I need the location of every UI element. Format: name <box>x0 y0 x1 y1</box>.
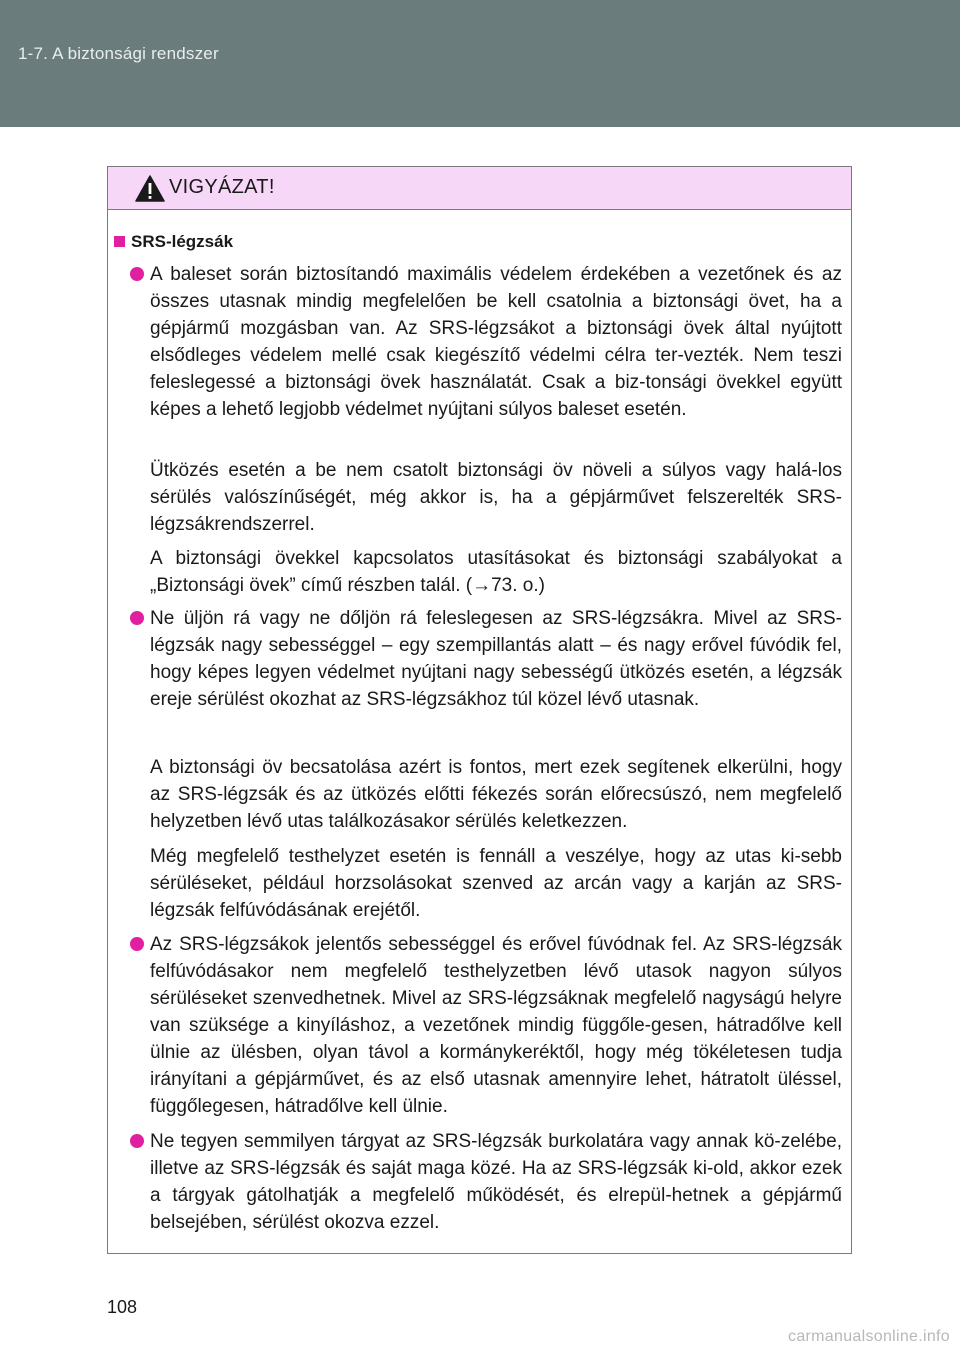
paragraph: Az SRS-légzsákok jelentős sebességgel és erővel fúvódnak fel. Az SRS-légzsák felfúvódásakor nem megfelelő testhelyzetben lévő utasok nagyon súlyos sérüléseket szenvedhetnek. Mivel az SRS-légzsáknak megfelelő nagyságú helyre van szüksége a kinyíláshoz, a vezetőnek mindig függőle-gesen, hátradőlve kell ülnie az ülésben, olyan távol a kormánykeréktől, hogy még tökéletesen tudja irányítani a gépjárművet, és az első utasnak amennyire lehet, hátratolt üléssel, függőlegesen, hátradőlve kell ülnie. <box>150 934 842 1117</box>
paragraph: Ütközés esetén a be nem csatolt biztonsági öv növeli a súlyos vagy halá-los sérülés valószínűségét, még akkor is, ha a gépjárművet felszerelték SRS-légzsákrendszerrel. <box>150 460 842 535</box>
circle-bullet-icon <box>130 1128 148 1146</box>
square-bullet-icon <box>114 236 125 247</box>
paragraph: Ne üljön rá vagy ne dőljön rá feleslegesen az SRS-légzsákra. Mivel az SRS-légzsák nagy sebességgel – egy szempillantás alatt – és nagy erővel fúvódik fel, hogy képes legyen védelmet nyújtani nagy sebességű ütközés esetén, a légzsák ereje sérülést okozhat az SRS-légzsákhoz túl közel lévő utasnak. <box>150 608 842 710</box>
page-header <box>0 0 960 127</box>
section-heading <box>114 232 233 252</box>
warning-title: VIGYÁZAT! <box>169 176 275 198</box>
warning-triangle-icon <box>135 175 165 202</box>
warning-header <box>108 167 851 210</box>
circle-bullet-icon <box>130 261 148 279</box>
paragraph: Ne tegyen semmilyen tárgyat az SRS-légzsák burkolatára vagy annak kö-zelébe, illetve az SRS-légzsák és saját maga közé. Ha az SRS-légzsák ki-old, akkor ezek a tárgyak gátolhatják a megfelelő működését, és elrepül-hetnek a gépjármű belsejében, sérülést okozva ezzel. <box>150 1131 842 1233</box>
paragraph: A biztonsági öv becsatolása azért is fontos, mert ezek segítenek elkerülni, hogy az SRS-légzsák és az ütközés előtti fékezés során előrecsúszó, nem megfelelő helyzetben lévő utas találkozásakor sérülés keletkezzen. <box>150 757 842 832</box>
page-number: 108 <box>107 1297 138 1317</box>
circle-bullet-icon <box>130 931 148 949</box>
watermark: carmanualsonline.info <box>788 1328 950 1345</box>
paragraph: A baleset során biztosítandó maximális védelem érdekében a vezetőnek és az összes utasnak mindig megfelelően be kell csatolnia a biztonsági övet, ha a gépjármű mozgásban van. Az SRS-légzsákot a biztonsági övek által nyújtott elsődleges védelem mellé csak kiegészítő védelmi célra ter-vezték. Nem teszi feleslegessé a biztonsági övek használatát. Csak a biz-tonsági övekkel együtt képes a lehető legjobb védelmet nyújtani súlyos baleset esetén. <box>150 264 842 420</box>
section-title: SRS-légzsák <box>131 232 234 251</box>
warning-box <box>107 166 852 1254</box>
chapter-title: 1-7. A biztonsági rendszer <box>18 44 219 63</box>
circle-bullet-icon <box>130 605 148 623</box>
paragraph: A biztonsági övekkel kapcsolatos utasításokat és biztonsági szabályokat a „Biztonsági övek” című részben talál. (→73. o.) <box>150 548 842 596</box>
paragraph: Még megfelelő testhelyzet esetén is fennáll a veszélye, hogy az utas ki-sebb sérüléseket, például horzsolásokat szenved az arcán vagy a karján az SRS-légzsák felfúvódásának erejétől. <box>150 846 842 921</box>
